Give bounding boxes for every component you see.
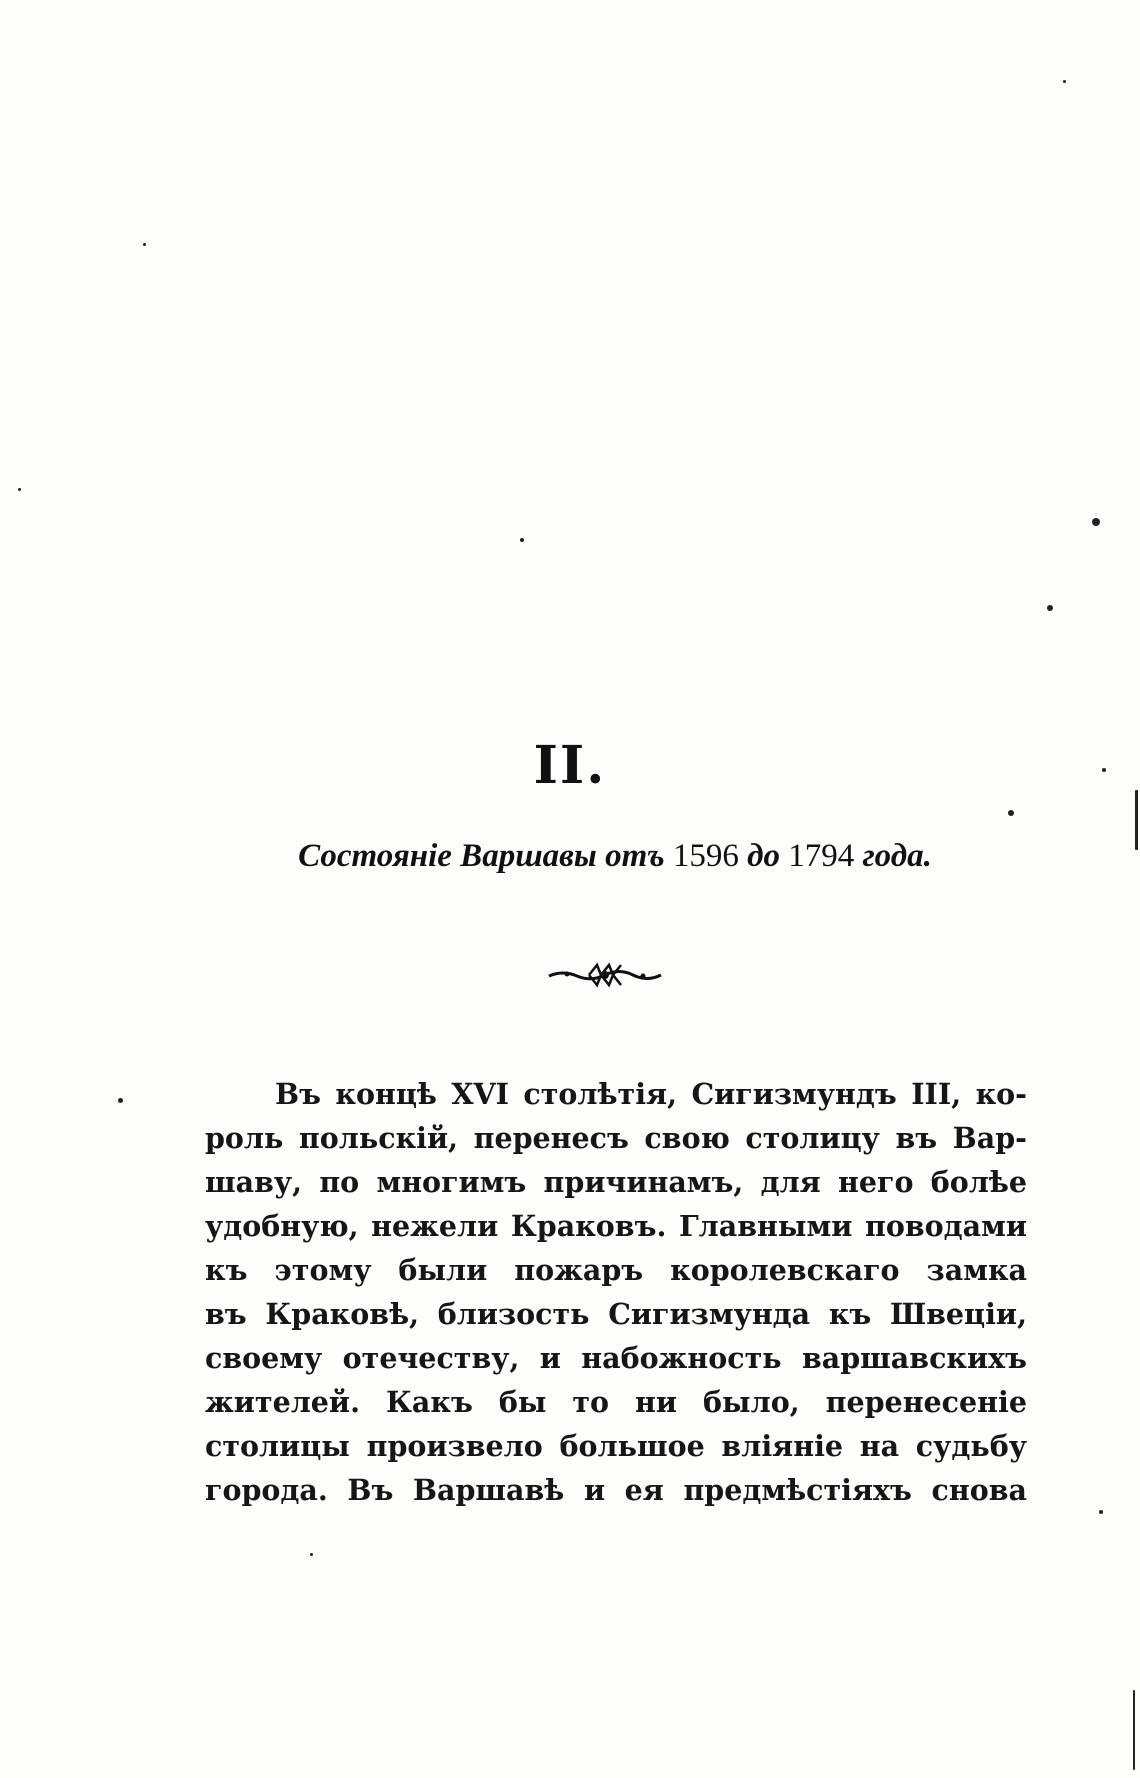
scan-speck xyxy=(1008,810,1014,816)
chapter-title-text-mid: до xyxy=(738,838,789,874)
text-line: Въ концѣ XVI столѣтія, Сигизмундъ III, ко- xyxy=(275,1077,1027,1111)
scan-speck xyxy=(18,488,21,491)
scan-speck xyxy=(1047,605,1053,611)
text-line: шаву, по многимъ причинамъ, для него болѣе xyxy=(205,1165,1027,1199)
text-line: города. Въ Варшавѣ и ея предмѣстіяхъ снова xyxy=(205,1473,1027,1507)
scan-speck xyxy=(1099,1510,1103,1514)
scan-speck xyxy=(143,243,146,246)
scan-speck xyxy=(1092,518,1100,526)
text-line: удобную, нежели Краковъ. Главными поводами xyxy=(205,1209,1027,1243)
chapter-title xyxy=(200,838,1030,875)
floral-divider-icon xyxy=(545,960,665,990)
text-line: въ Краковѣ, близость Сигизмунда къ Швеціи, xyxy=(205,1297,1027,1331)
scan-speck xyxy=(1133,1690,1135,1770)
text-line: жителей. Какъ бы то ни было, перенесеніе xyxy=(205,1385,1027,1419)
chapter-title-text-start: Состояніе Варшавы отъ xyxy=(298,838,673,874)
scan-speck xyxy=(1063,80,1066,83)
scan-speck xyxy=(1102,768,1106,772)
scan-speck xyxy=(520,538,524,542)
text-line: своему отечеству, и набожность варшавскихъ xyxy=(205,1341,1027,1375)
paragraph xyxy=(205,1072,1027,1512)
chapter-number: II. xyxy=(533,735,607,796)
scan-speck xyxy=(118,1098,123,1103)
chapter-title-text-end: года. xyxy=(854,838,932,874)
text-line: столицы произвело большое вліяніе на судьбу xyxy=(205,1429,1027,1463)
chapter-year-from: 1596 xyxy=(672,838,739,874)
text-line: къ этому были пожаръ королевскаго замка xyxy=(205,1253,1027,1287)
scan-speck xyxy=(310,1553,313,1556)
scan-speck xyxy=(1135,790,1138,850)
chapter-year-to: 1794 xyxy=(788,838,855,874)
text-line: роль польскій, перенесъ свою столицу въ Вар- xyxy=(205,1121,1027,1155)
